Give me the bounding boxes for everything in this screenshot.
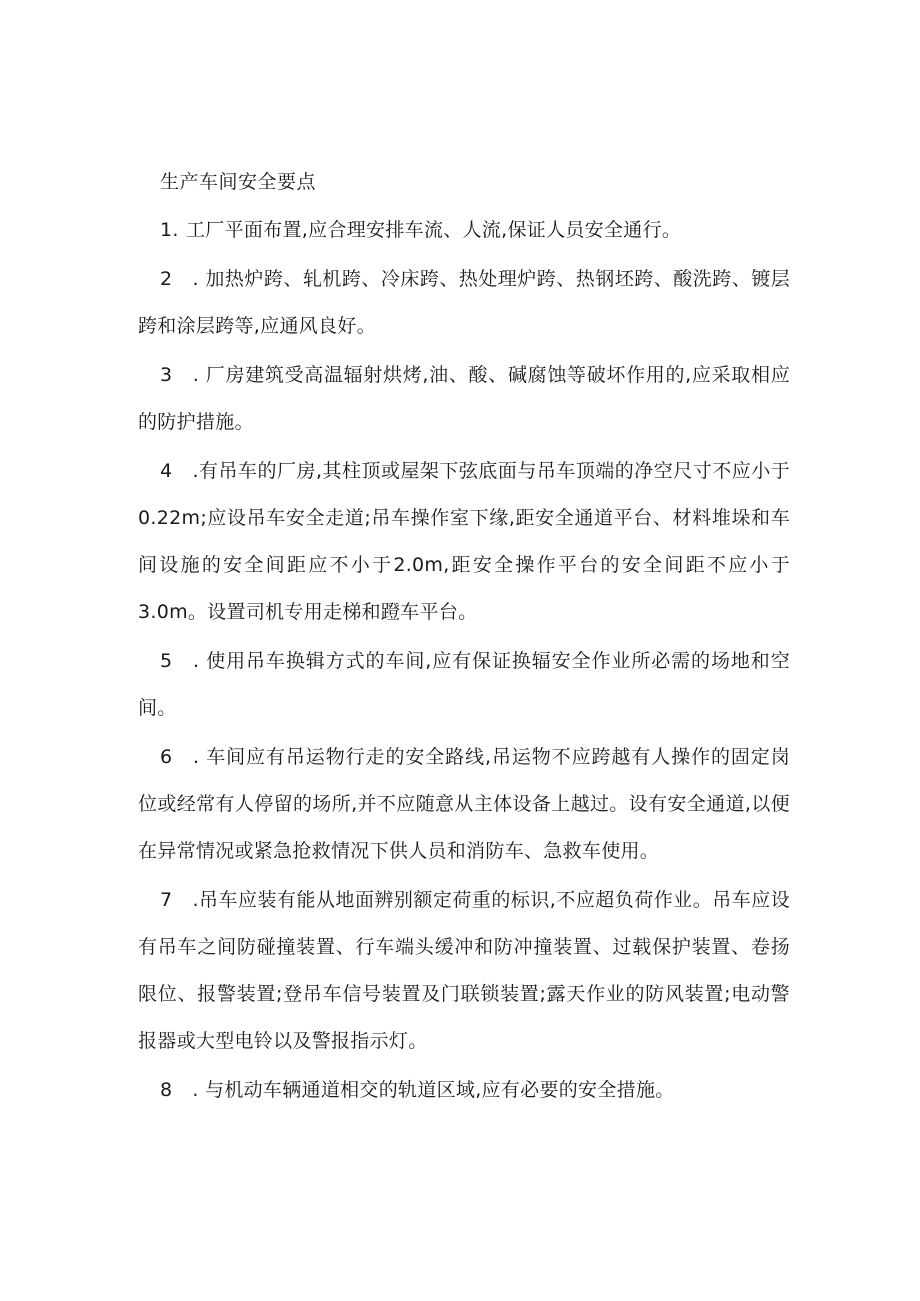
item-1 <box>138 207 790 254</box>
item-2-text: . 加热炉跨、轧机跨、冷床跨、热处理炉跨、热钢坯跨、酸洗跨、镀层跨和涂层跨等,应通风良好。 <box>138 268 790 337</box>
item-2-number: 2 <box>160 268 173 290</box>
item-7-text: .吊车应装有能从地面辨别额定荷重的标识,不应超负荷作业。吊车应设有吊车之间防碰撞装置、行车端头缓冲和防冲撞装置、过载保护装置、卷扬限位、报警装置;登吊车信号装置及门联锁装置;露天作业的防风装置;电动警报器或大型电铃以及警报指示灯。 <box>138 889 790 1052</box>
item-8-text: . 与机动车辆通道相交的轨道区域,应有必要的安全措施。 <box>186 1079 675 1101</box>
item-4 <box>138 448 790 636</box>
item-3-text: . 厂房建筑受高温辐射烘烤,油、酸、碱腐蚀等破坏作用的,应采取相应的防护措施。 <box>138 364 790 433</box>
item-6-text: . 车间应有吊运物行走的安全路线,吊运物不应跨越有人操作的固定岗位或经常有人停留的场所,并不应随意从主体设备上越过。设有安全通道,以便在异常情况或紧急抢救情况下供人员和消防车、急救车使用。 <box>138 746 790 862</box>
item-7 <box>138 877 790 1065</box>
item-8-number: 8 <box>160 1079 173 1101</box>
item-5 <box>138 638 790 732</box>
item-4-text: .有吊车的厂房,其柱顶或屋架下弦底面与吊车顶端的净空尺寸不应小于0.22m;应设吊车安全走道;吊车操作室下缘,距安全通道平台、材料堆垛和车间设施的安全间距应不小于2.0m,距安全操作平台的安全间距不应小于3.0m。设置司机专用走梯和蹬车平台。 <box>138 460 790 623</box>
document-body <box>138 160 790 1116</box>
item-5-number: 5 <box>160 650 173 672</box>
item-5-text: . 使用吊车换辑方式的车间,应有保证换辐安全作业所必需的场地和空间。 <box>138 650 790 719</box>
document-title: 生产车间安全要点 <box>160 171 317 193</box>
item-4-number: 4 <box>160 460 173 482</box>
item-1-text: 工厂平面布置,应合理安排车流、人流,保证人员安全通行。 <box>186 219 682 241</box>
item-7-number: 7 <box>160 889 173 911</box>
item-2 <box>138 256 790 350</box>
item-3-number: 3 <box>160 364 173 386</box>
item-1-number: 1. <box>160 219 179 241</box>
item-6-number: 6 <box>160 746 173 768</box>
item-6 <box>138 734 790 875</box>
item-8 <box>138 1067 790 1114</box>
item-3 <box>138 352 790 446</box>
